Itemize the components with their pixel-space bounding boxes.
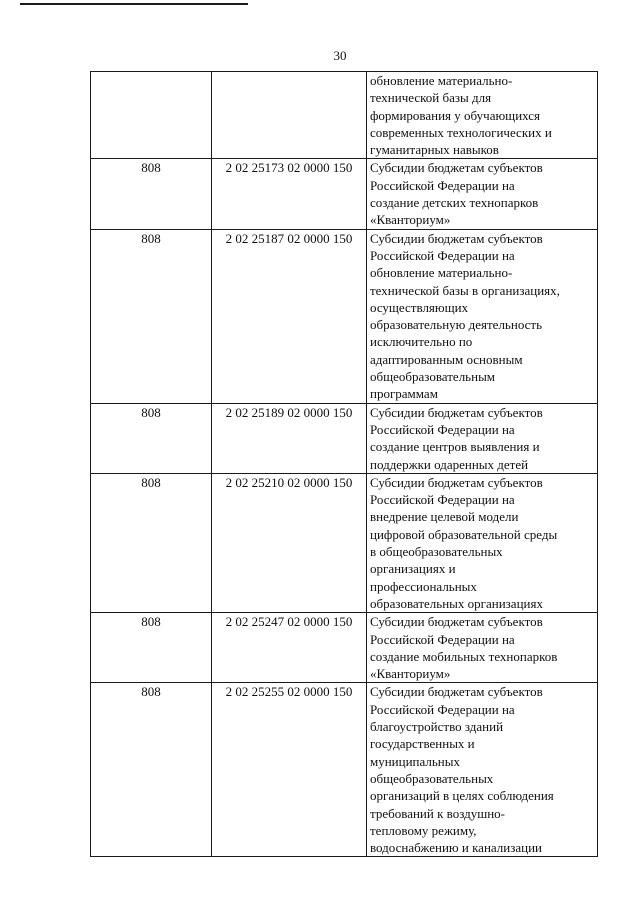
revenue-name-line: формирования у обучающихся xyxy=(370,107,541,123)
table-row xyxy=(91,72,598,159)
page-number: 30 xyxy=(333,48,347,63)
revenue-name-line: Российской Федерации на xyxy=(370,247,515,263)
table-row xyxy=(91,403,598,473)
revenue-name-line: «Кванториум» xyxy=(370,666,451,682)
revenue-name-line: современных технологических и xyxy=(370,124,552,140)
revenue-name-line: муниципальных xyxy=(370,753,461,769)
revenue-name-line: «Кванториум» xyxy=(370,212,451,228)
table-row xyxy=(91,473,598,612)
revenue-name-cell xyxy=(367,229,598,403)
revenue-name-line: Субсидии бюджетам субъектов xyxy=(370,614,543,630)
revenue-name-line: Российской Федерации на xyxy=(370,177,515,193)
revenue-name-line: образовательных организациях xyxy=(370,595,543,611)
budget-code-cell: 2 02 25255 02 0000 150 xyxy=(212,683,367,857)
revenue-name-line: государственных и xyxy=(370,736,475,752)
revenue-name-cell xyxy=(367,613,598,683)
revenue-name-line: исключительно по xyxy=(370,334,473,350)
revenue-name-cell xyxy=(367,683,598,857)
revenue-name-line: технической базы в организациях, xyxy=(370,282,560,298)
table-row xyxy=(91,613,598,683)
revenue-name-line: гуманитарных навыков xyxy=(370,142,499,158)
revenue-name-line: Субсидии бюджетам субъектов xyxy=(370,684,543,700)
admin-code-cell: 808 xyxy=(91,403,212,473)
revenue-name-line: в общеобразовательных xyxy=(370,544,503,560)
budget-code-cell: 2 02 25247 02 0000 150 xyxy=(212,613,367,683)
revenue-name-line: Российской Федерации на xyxy=(370,701,515,717)
revenue-name-line: Субсидии бюджетам субъектов xyxy=(370,230,543,246)
revenue-name-cell xyxy=(367,159,598,229)
admin-code-cell xyxy=(91,72,212,159)
revenue-name-line: Субсидии бюджетам субъектов xyxy=(370,404,543,420)
revenue-name-line: водоснабжению и канализации xyxy=(370,840,543,856)
revenue-name-line: Субсидии бюджетам субъектов xyxy=(370,474,543,490)
revenue-name-line: Субсидии бюджетам субъектов xyxy=(370,160,543,176)
table-row xyxy=(91,229,598,403)
revenue-name-line: организациях и xyxy=(370,561,456,577)
table-row xyxy=(91,159,598,229)
budget-code-cell: 2 02 25189 02 0000 150 xyxy=(212,403,367,473)
admin-code-cell: 808 xyxy=(91,473,212,612)
revenue-name-line: тепловому режиму, xyxy=(370,822,477,838)
revenue-name-line: создание центров выявления и xyxy=(370,439,540,455)
admin-code-cell: 808 xyxy=(91,613,212,683)
revenue-name-line: профессиональных xyxy=(370,578,477,594)
budget-code-cell: 2 02 25187 02 0000 150 xyxy=(212,229,367,403)
revenue-name-line: Российской Федерации на xyxy=(370,492,515,508)
revenue-name-line: осуществляющих xyxy=(370,299,469,315)
revenue-name-line: адаптированным основным xyxy=(370,351,523,367)
revenue-name-cell xyxy=(367,403,598,473)
revenue-name-line: программам xyxy=(370,386,438,402)
admin-code-cell: 808 xyxy=(91,683,212,857)
revenue-name-line: обновление материально- xyxy=(370,265,513,281)
revenue-name-line: создание мобильных технопарков xyxy=(370,648,558,664)
revenue-name-line: обновление материально- xyxy=(370,73,513,88)
revenue-name-line: поддержки одаренных детей xyxy=(370,456,529,472)
table-row xyxy=(91,683,598,857)
admin-code-cell: 808 xyxy=(91,159,212,229)
revenue-name-line: Российской Федерации на xyxy=(370,631,515,647)
budget-code-cell: 2 02 25173 02 0000 150 xyxy=(212,159,367,229)
revenue-name-cell xyxy=(367,72,598,159)
revenue-name-line: благоустройство зданий xyxy=(370,719,504,735)
budget-code-cell: 2 02 25210 02 0000 150 xyxy=(212,473,367,612)
revenue-name-line: образовательную деятельность xyxy=(370,317,543,333)
revenue-name-line: требований к воздушно- xyxy=(370,805,506,821)
budget-classification-table xyxy=(90,71,598,857)
revenue-name-line: общеобразовательных xyxy=(370,770,494,786)
admin-code-cell: 808 xyxy=(91,229,212,403)
revenue-name-line: внедрение целевой модели xyxy=(370,509,519,525)
revenue-name-line: Российской Федерации на xyxy=(370,421,515,437)
top-rule xyxy=(20,3,248,5)
revenue-name-line: создание детских технопарков xyxy=(370,195,539,211)
revenue-name-cell xyxy=(367,473,598,612)
revenue-name-line: организаций в целях соблюдения xyxy=(370,788,554,804)
revenue-name-line: технической базы для xyxy=(370,90,492,106)
budget-code-cell xyxy=(212,72,367,159)
revenue-name-line: общеобразовательным xyxy=(370,369,496,385)
revenue-name-line: цифровой образовательной среды xyxy=(370,526,558,542)
